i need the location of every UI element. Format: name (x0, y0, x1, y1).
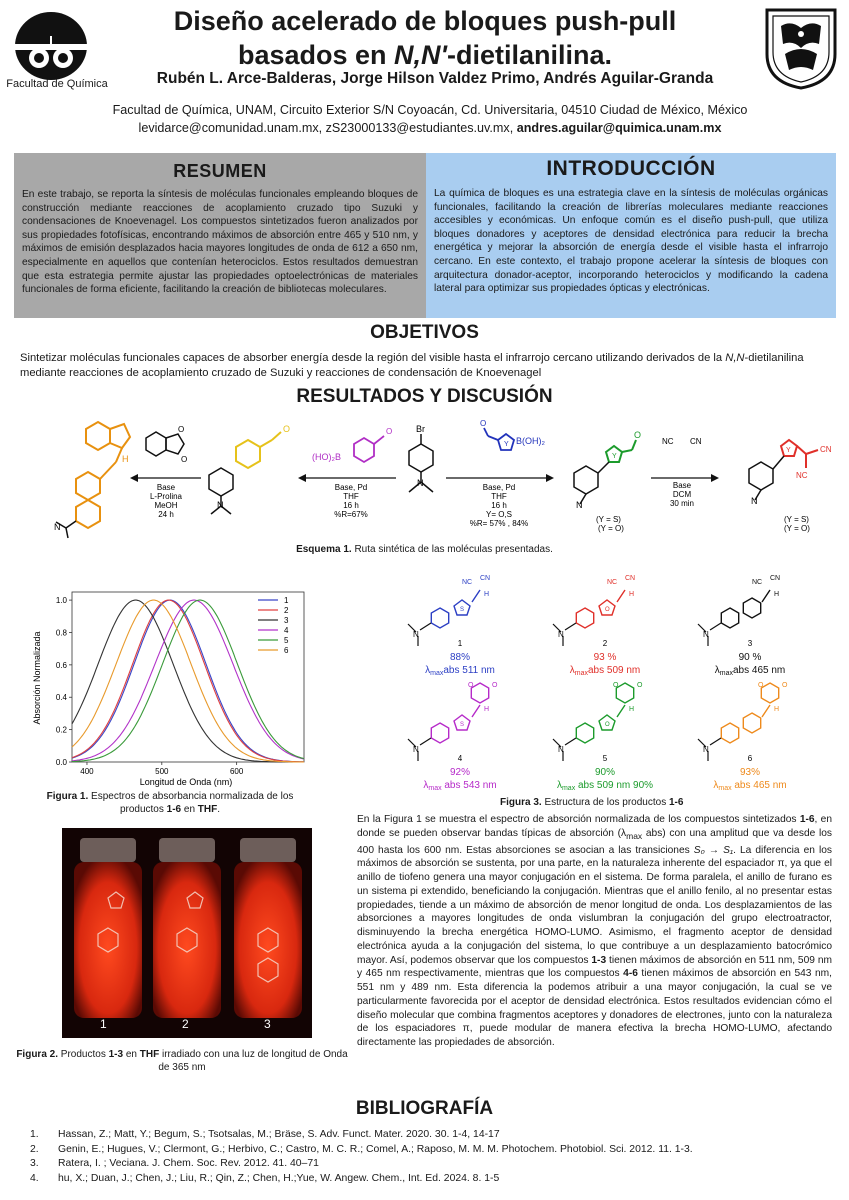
scheme-dicyano-product (781, 440, 818, 468)
chart-y-tick-label: 0.8 (55, 628, 67, 638)
introduccion-text: La química de bloques es una estrategia clave en la síntesis de moléculas orgánicas funcionales, facilitando la creación de librerías moleculares mediante reacciones accesibles y económicas. Un enfoque común es el diseño push-pull, que utiliza bloques donadores y aceptores de densidad electrónica para reducir la brecha energética y mejorar la absorción de energía desde el visible hasta el infrarrojo cercano. En este contexto, el trabajo propone acelerar la síntesis de bloques con arquitectura donador-aceptor, incorporando heterociclos y modificando la cadena lateral para optimizar sus propiedades ópticas y electrónicas. (434, 188, 828, 295)
chart-x-tick-label: 400 (80, 767, 94, 776)
scheme-conditions-mid-right (470, 483, 528, 528)
structure-lambda-4: $\lambda_{max}$ abs 543 nm (423, 780, 497, 792)
svg-text:O: O (492, 682, 498, 689)
structure-lambda-6: $\lambda_{max}$ abs 465 nm (713, 780, 787, 792)
objetivos-text: Sintetizar moléculas funcionales capaces de absorber energía desde la región del visible hasta el infrarrojo cercano utilizando derivados de la N,N-dietilanilina mediante reacciones de acoplamiento cruzado de Suzuki y reacciones de condensación de Knoevenagel (20, 352, 804, 379)
scheme-boh2: B(OH)₂ (516, 436, 545, 446)
synthetic-scheme (6, 410, 846, 540)
svg-text:N: N (558, 745, 564, 754)
introduccion-heading: INTRODUCCIÓN (546, 157, 716, 180)
scheme-conditions-right (670, 481, 694, 508)
svg-text:THF: THF (491, 492, 507, 501)
structure-4 (408, 682, 498, 792)
scheme-product-indanedione (76, 422, 130, 528)
scheme-y-reagent: Y (504, 441, 509, 448)
discussion-text: En la Figura 1 se muestra el espectro de absorción normalizada de los compuestos sintetizados 1-6, en donde se pueden observar bandas típicas de absorción ($\lambda_{max}$ abs) con una amplitud que va desde los 400 hasta los 600 nm. Estas absorciones se asocian a las transiciones S₀ → S₁. La diferencia en los máximos de absorción se sustenta, por una parte, en la naturaleza inherente del espaciador π, ya que el anillo de tiofeno genera una mayor conjugación en el sistema. De forma paralela, el anillo de furano es un sistema pi extendido, beneficiando la conjugación. Mientras que el anillo fenilo, al no presentar estas propiedades, tiende a un máximo de absorción de menor longitud de onda. Los desplazamientos de las absorciones a mayores longitudes de onda vislumbran la conjugación del grupo electroatractor, disminuyendo la brecha energética HOMO-LUMO. Asimismo, el fragmento aceptor de densidad electrónica ayuda a la conjugación del sistema, lo que contribuye a un desplazamiento batocrómico mayor. Así, podemos observar que los compuestos 1-3 tienen máximos de absorción en 511 nm, 509 nm y 465 nm respectivamente, mientras que los compuestos 4-6 tienen máximos de absorción en 543 nm, 551 nm y 489 nm. Esta diferencia la podemos atribuir a una mayor conjugación, la cual se ve particularmente favorecida por el aceptor de densidad electrónica. Estos resultados evidencian cómo el diseño molecular que combina fragmentos aceptores y donadores de electrones, junto con la naturaleza de los espaciadores π, puede modular de manera efectiva la brecha HOMO-LUMO, afectando directamente las propiedades de absorción. (357, 814, 832, 1049)
svg-text:O: O (480, 419, 487, 428)
svg-text:O: O (613, 682, 619, 689)
structure-lambda-5: $\lambda_{max}$ abs 509 nm 90% (556, 780, 654, 792)
svg-text:NC: NC (462, 579, 473, 586)
scheme-label-ys: (Y = S) (596, 515, 621, 524)
svg-text:Base: Base (156, 483, 176, 492)
svg-text:N: N (413, 630, 419, 639)
legend-label-6: 6 (284, 646, 289, 655)
scheme-label-yo2: (Y = O) (784, 524, 810, 533)
svg-text:S: S (460, 607, 465, 613)
structure-id-6: 6 (747, 754, 753, 763)
scheme-aldehyde-intermediate (236, 432, 281, 468)
structure-yield-4: 92% (449, 767, 471, 778)
scheme-br: Br (416, 424, 425, 434)
svg-text:%R=67%: %R=67% (334, 510, 368, 519)
scheme-label-yo: (Y = O) (598, 524, 624, 533)
structure-yield-1: 88% (449, 652, 471, 663)
faculty-logo-label: Facultad de Química (6, 78, 108, 90)
svg-text:N: N (703, 745, 709, 754)
svg-text:O: O (468, 682, 474, 689)
figure1-caption: Figura 1. Espectros de absorbancia normalizada de los productos 1-6 en THF. (46, 791, 294, 815)
structure-yield-2: 93 % (593, 652, 617, 663)
svg-text:H: H (774, 591, 780, 598)
structure-id-4: 4 (457, 754, 463, 763)
svg-text:N: N (703, 630, 709, 639)
svg-text:Y= O,S: Y= O,S (485, 510, 513, 519)
scheme-n-start: N (417, 478, 424, 488)
scheme-o2: O (181, 455, 188, 464)
poster-title: Diseño acelerado de bloques push-pull basados en N,N'-dietilanilina. (173, 6, 677, 70)
figure2-caption: Figura 2. Productos 1-3 en THF irradiado con una luz de longitud de Onda de 365 nm (16, 1049, 348, 1073)
vial-label-3: 3 (264, 1017, 271, 1031)
structure-id-1: 1 (457, 639, 463, 648)
scheme-heteroaryl-aldehyde (606, 440, 636, 462)
svg-text:CN: CN (770, 575, 781, 582)
legend-label-3: 3 (284, 616, 289, 625)
scheme-o1: O (178, 425, 185, 434)
svg-text:L-Prolina: L-Prolina (149, 492, 183, 501)
svg-text:NC: NC (607, 579, 618, 586)
scheme-caption: Esquema 1. Ruta sintética de las moléculas presentadas. (296, 544, 553, 555)
svg-text:O: O (605, 607, 610, 613)
svg-text:Y: Y (612, 453, 617, 460)
structure-2 (553, 575, 640, 677)
svg-text:O: O (634, 430, 642, 440)
svg-text:N: N (751, 496, 758, 506)
chart-x-tick-label: 600 (229, 767, 244, 776)
structure-1 (408, 575, 495, 677)
svg-text:CN: CN (480, 575, 491, 582)
svg-text:%R= 57% , 84%: %R= 57% , 84% (469, 519, 529, 528)
svg-text:24 h: 24 h (158, 510, 174, 519)
svg-text:H: H (774, 706, 780, 713)
structure-id-3: 3 (747, 639, 753, 648)
svg-text:H: H (484, 706, 490, 713)
svg-text:O: O (605, 722, 610, 728)
chart-x-tick-label: 500 (155, 767, 169, 776)
structure-lambda-3: $\lambda_{max}abs$ 465 nm (714, 665, 786, 677)
structure-3 (698, 575, 785, 677)
bibliography-list (30, 1128, 830, 1186)
poster-header (0, 0, 849, 150)
unam-seal-icon (761, 4, 841, 90)
svg-text:O: O (637, 682, 643, 689)
svg-text:CN: CN (625, 575, 636, 582)
structure-id-2: 2 (602, 639, 608, 648)
svg-text:H: H (629, 706, 635, 713)
corresponding-email[interactable]: andres.aguilar@quimica.unam.mx (516, 121, 722, 135)
chart-y-label: Absorción Normalizada (32, 631, 42, 725)
svg-text:30 min: 30 min (669, 499, 695, 508)
scheme-h-left: H (122, 454, 129, 464)
svg-text:Y: Y (786, 447, 791, 454)
scheme-conditions-left (150, 483, 183, 519)
chart-y-tick-label: 0.0 (55, 758, 67, 767)
figure3-caption: Figura 3. Estructura de los productos 1-6 (500, 797, 684, 808)
svg-text:O: O (782, 682, 788, 689)
structure-lambda-2: $\lambda_{max}abs$ 509 nm (569, 665, 641, 677)
svg-text:NC: NC (796, 471, 808, 480)
scheme-boronic-reagent (354, 436, 384, 462)
scheme-indanedione-reagent (146, 432, 184, 456)
bibliography-item: 1. Hassan, Z.; Matt, Y.; Begum, S.; Tsotsalas, M.; Bräse, S. Adv. Funct. Mater. 2020. 30. 1-4, 14-17 (30, 1129, 500, 1140)
svg-text:H: H (629, 591, 635, 598)
svg-text:THF: THF (343, 492, 359, 501)
scheme-n-left: N (54, 522, 61, 532)
chart-y-tick-label: 1.0 (55, 596, 67, 606)
svg-text:CN: CN (690, 437, 702, 446)
svg-text:MeOH: MeOH (154, 501, 178, 510)
bibliography-item: 2. Genin, E.; Hugues, V.; Clermont, G.; Herbivo, C.; Castro, M. C. R.; Comel, A.; Raposo, M. M. M. Photochem. Photobiol. Sci. 2012. 11. 1-3. (30, 1143, 693, 1155)
resultados-heading: RESULTADOS Y DISCUSIÓN (296, 386, 553, 407)
structure-id-5: 5 (602, 754, 608, 763)
scheme-boronic-label: (HO)₂B (312, 452, 341, 462)
bibliografia-heading: BIBLIOGRAFÍA (355, 1098, 494, 1119)
objetivos-heading: OBJETIVOS (370, 322, 479, 343)
chart-y-tick-label: 0.6 (55, 660, 67, 670)
svg-text:N: N (576, 500, 583, 510)
scheme-malononitrile: NC (662, 437, 674, 446)
svg-text:S: S (460, 722, 465, 728)
legend-label-4: 4 (284, 626, 289, 635)
bibliography-item: 4. hu, X.; Duan, J.; Chen, J.; Liu, R.; Qin, Z.; Chen, H.;Yue, W. Angew. Chem., Int. Ed. 2024. 8. 1-5 (30, 1172, 500, 1184)
scheme-conditions-mid-left (334, 483, 368, 519)
svg-text:DCM: DCM (672, 490, 692, 499)
svg-text:NC: NC (752, 579, 763, 586)
absorption-chart (30, 588, 310, 788)
svg-text:CN: CN (820, 445, 832, 454)
svg-text:Base, Pd: Base, Pd (334, 483, 368, 492)
structure-6 (698, 682, 788, 792)
vial-label-1: 1 (100, 1017, 107, 1031)
authors: Rubén L. Arce-Balderas, Jorge Hilson Valdez Primo, Andrés Aguilar-Granda (156, 70, 714, 87)
structure-yield-3: 90 % (738, 652, 762, 663)
structure-yield-5: 90% (594, 767, 616, 778)
chart-y-tick-label: 0.4 (55, 693, 67, 703)
chart-y-ticks (56, 596, 72, 767)
vials-photo (62, 828, 312, 1038)
chart-y-tick-label: 0.2 (55, 725, 67, 735)
affiliation: Facultad de Química, UNAM, Circuito Exterior S/N Coyoacán, Cd. Universitaria, 04510 Ciudad de México, México levidarce@comunidad.unam.mx, zS23000133@estudiantes.uv.mx, andres.aguilar@quimica.unam.mx (112, 103, 748, 135)
svg-text:Base: Base (672, 481, 692, 490)
scheme-label-ys2: (Y = S) (784, 515, 809, 524)
introduccion-section (426, 153, 836, 318)
chart-x-ticks (80, 762, 244, 776)
chart-x-label: Longitud de Onda (nm) (139, 777, 233, 787)
legend-label-2: 2 (284, 606, 289, 615)
bibliography-item: 3. Ratera, I. ; Veciana. J. Chem. Soc. Rev. 2012. 41. 40–71 (30, 1158, 319, 1169)
scheme-heteroaryl-reagent (484, 428, 514, 450)
resumen-heading: RESUMEN (173, 161, 267, 181)
svg-text:O: O (758, 682, 764, 689)
resumen-text: En este trabajo, se reporta la síntesis de moléculas funcionales empleando bloques de construcción mediante reacciones de acoplamiento cruzado tipo Suzuki y condensaciones de Knoevenagel. Los compuestos sintetizados fueron analizados por sus propiedades fotofísicas, encontrando máximos de absorción entre 465 y 510 nm, y máximos de emisión desplazados hacia mayores longitudes de onda de 612 a 650 nm, especialmente en aquellos que contenían heterociclos. Estos resultados demuestran que esta estrategia permite ajustar las propiedades optoelectrónicas de materiales funcionales de forma eficiente, facilitando la creación de bibliotecas moleculares. (22, 189, 418, 296)
svg-text:16 h: 16 h (343, 501, 359, 510)
svg-text:O: O (386, 427, 393, 436)
svg-text:16 h: 16 h (491, 501, 507, 510)
svg-text:N: N (558, 630, 564, 639)
structure-5 (553, 682, 653, 792)
svg-text:N: N (413, 745, 419, 754)
structure-lambda-1: $\lambda_{max}abs$ 511 nm (425, 665, 495, 677)
structure-yield-6: 93% (739, 767, 761, 778)
legend-label-1: 1 (284, 596, 289, 605)
scheme-n-aldehyde: N (217, 500, 224, 510)
product-structures (370, 570, 840, 805)
vial-label-2: 2 (182, 1017, 189, 1031)
legend-label-5: 5 (284, 636, 289, 645)
resumen-section (14, 153, 426, 318)
svg-text:Base, Pd: Base, Pd (482, 483, 516, 492)
scheme-o-aldehyde: O (283, 424, 291, 434)
svg-text:H: H (484, 591, 490, 598)
